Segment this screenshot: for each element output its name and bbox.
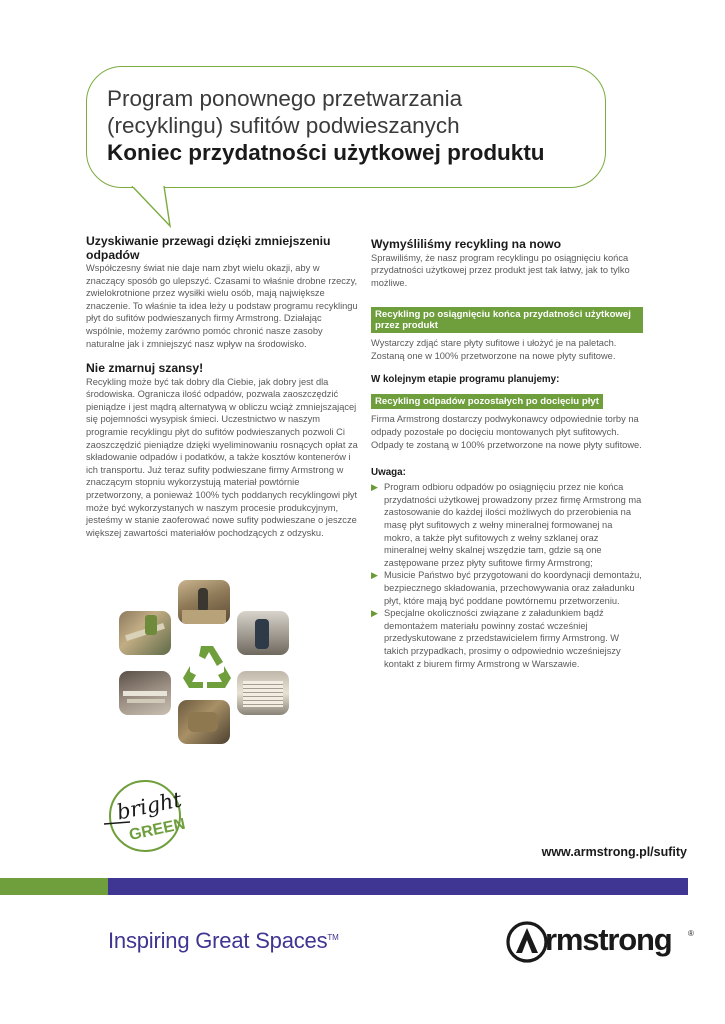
note-item: ▶ Musicie Państwo być przygotowani do koordynacji demontażu, bezpiecznego składowania, przechowywania oraz załadunku płyt, które mają być poddane powtórnemu przetworzeniu. (371, 569, 643, 607)
heading-dont-waste: Nie zmarnuj szansy! (86, 361, 204, 376)
badge-word-1: bright (114, 787, 184, 825)
title-line-2: (recyklingu) sufitów podwieszanych (107, 113, 460, 138)
note-item: ▶ Program odbioru odpadów po osiągnięciu przez nie końca przydatności użytkowej prowadzony przez firmę Armstrong ma zastosowanie do każdej ilości możliwych do przerobienia na masę płyt sufitowych z wełny mineralnej formowanej na mokro, a także płyt sufitowych z wełny szklanej oraz mineralnej wełny skalnej wszędzie tam, gdzie są one zastępowane przez płyty sufitowe firmy Armstrong; (371, 481, 643, 569)
page-title: Koniec przydatności użytkowej produktu (107, 140, 545, 165)
armstrong-a-icon (505, 920, 549, 964)
tagline-text: Inspiring Great Spaces (108, 928, 328, 953)
footer-band-purple (108, 878, 688, 895)
photo-warehouse-worker (178, 580, 230, 624)
right-column (371, 238, 643, 670)
heading-reinvented: Wymyśliliśmy recykling na nowo (371, 237, 562, 251)
text-cut-waste: Firma Armstrong dostarczy podwykonawcy odpowiednie torby na odpady pozostałe po docięciu montowanych płyt sufitowych. Odpady te zostaną w 100% przetworzone na nowe płyty sufitowe. (371, 414, 642, 450)
note-item: ▶ Specjalne okoliczności związane z załadunkiem bądź demontażem materiału powinny zostać wcześniej przedyskutowane z przedstawicielem firmy Armstrong. W takich przypadkach, prosimy o odpowiednio wcześniejszy kontakt z biurem firmy Armstrong w Warszawie. (371, 607, 643, 670)
photo-ceiling-demolition (119, 611, 171, 655)
heading-next-stage: W kolejnym etapie programu planujemy: (371, 374, 560, 386)
text-end-of-life: Wystarczy zdjąć stare płyty sufitowe i ułożyć je na paletach. Zostaną one w 100% przetworzone na nowe płyty sufitowe. (371, 338, 617, 361)
badge-word-2: GREEN (127, 815, 187, 845)
armstrong-logo (505, 920, 697, 964)
bubble-tail (130, 186, 180, 228)
bar-end-of-life: Recykling po osiągnięciu końca przydatności użytkowej przez produkt (371, 307, 643, 333)
bar-cut-waste: Recykling odpadów pozostałych po docięciu płyt (371, 394, 603, 409)
text-dont-waste: Recykling może być tak dobry dla Ciebie, jak dobry jest dla środowiska. Ogranicza ilość odpadów, pozwala zaoszczędzić pieniądze i jest mądrą alternatywą w obliczu wciąż zmniejszającej się pojemności wysypisk śmieci. Uczestnictwo w naszym programie recyklingu płyt do sufitów podwieszanych pozwoli Ci zaoszczędzić pieniądze dzięki wyeliminowaniu rosnących opłat za składowanie odpadów i podatków, a także kosztów kontenerów i ich transportu. Już teraz sufity podwieszane firmy Armstrong w znaczącym stopniu wykorzystują materiał powtórnie przetworzony, a ponieważ 100% tych poddanych recyklingowi płyt może być wykorzystanych w naszym procesie produkcyjnym, jesteśmy w stanie zaoferować nowe sufity podwieszane o jeszcze większej zawartości materiałów pochodzących z odzysku. (86, 376, 358, 538)
heading-waste-reduction: Uzyskiwanie przewagi dzięki zmniejszeniu odpadów (86, 234, 331, 262)
logo-wordmark: rmstrong (545, 922, 672, 957)
recycle-icon (177, 642, 237, 694)
title-bubble (86, 66, 606, 188)
photo-stacked-pallets (237, 671, 289, 715)
note-list (371, 481, 643, 670)
text-waste-reduction: Współczesny świat nie daje nam zbyt wielu okazji, aby w znaczący sposób go ulepszyć. Czasami to właśnie drobne rzeczy, zwielokrotnione przez wysiłki wielu osób, mają największe znaczenie. To właśnie ta idea leży u podstaw programu recyklingu płyt do sufitów podwieszanych firmy Armstrong. Działając wspólnie, możemy zarówno pomóc chronić nasze zasoby naturalne jak i zmniejszyć nasz wpływ na środowisko. (86, 263, 358, 349)
title-line-1: Program ponownego przetwarzania (107, 86, 463, 111)
website-link[interactable]: www.armstrong.pl/sufity (541, 845, 687, 859)
heading-note: Uwaga: (371, 467, 406, 479)
left-column (86, 235, 358, 539)
bright-green-logo (100, 778, 190, 856)
photo-production-line (119, 671, 171, 715)
trademark-mark: TM (327, 933, 339, 942)
registered-mark: ® (688, 929, 694, 938)
photo-recycled-material (178, 700, 230, 744)
text-reinvented: Sprawiliśmy, że nasz program recyklingu po osiągnięciu końca przydatności użytkowej przez produkt jest tak łatwy, jak to tylko możliwe. (371, 252, 630, 288)
photo-ceiling-installer (237, 611, 289, 655)
footer-band-green (0, 878, 108, 895)
tagline (108, 928, 339, 954)
